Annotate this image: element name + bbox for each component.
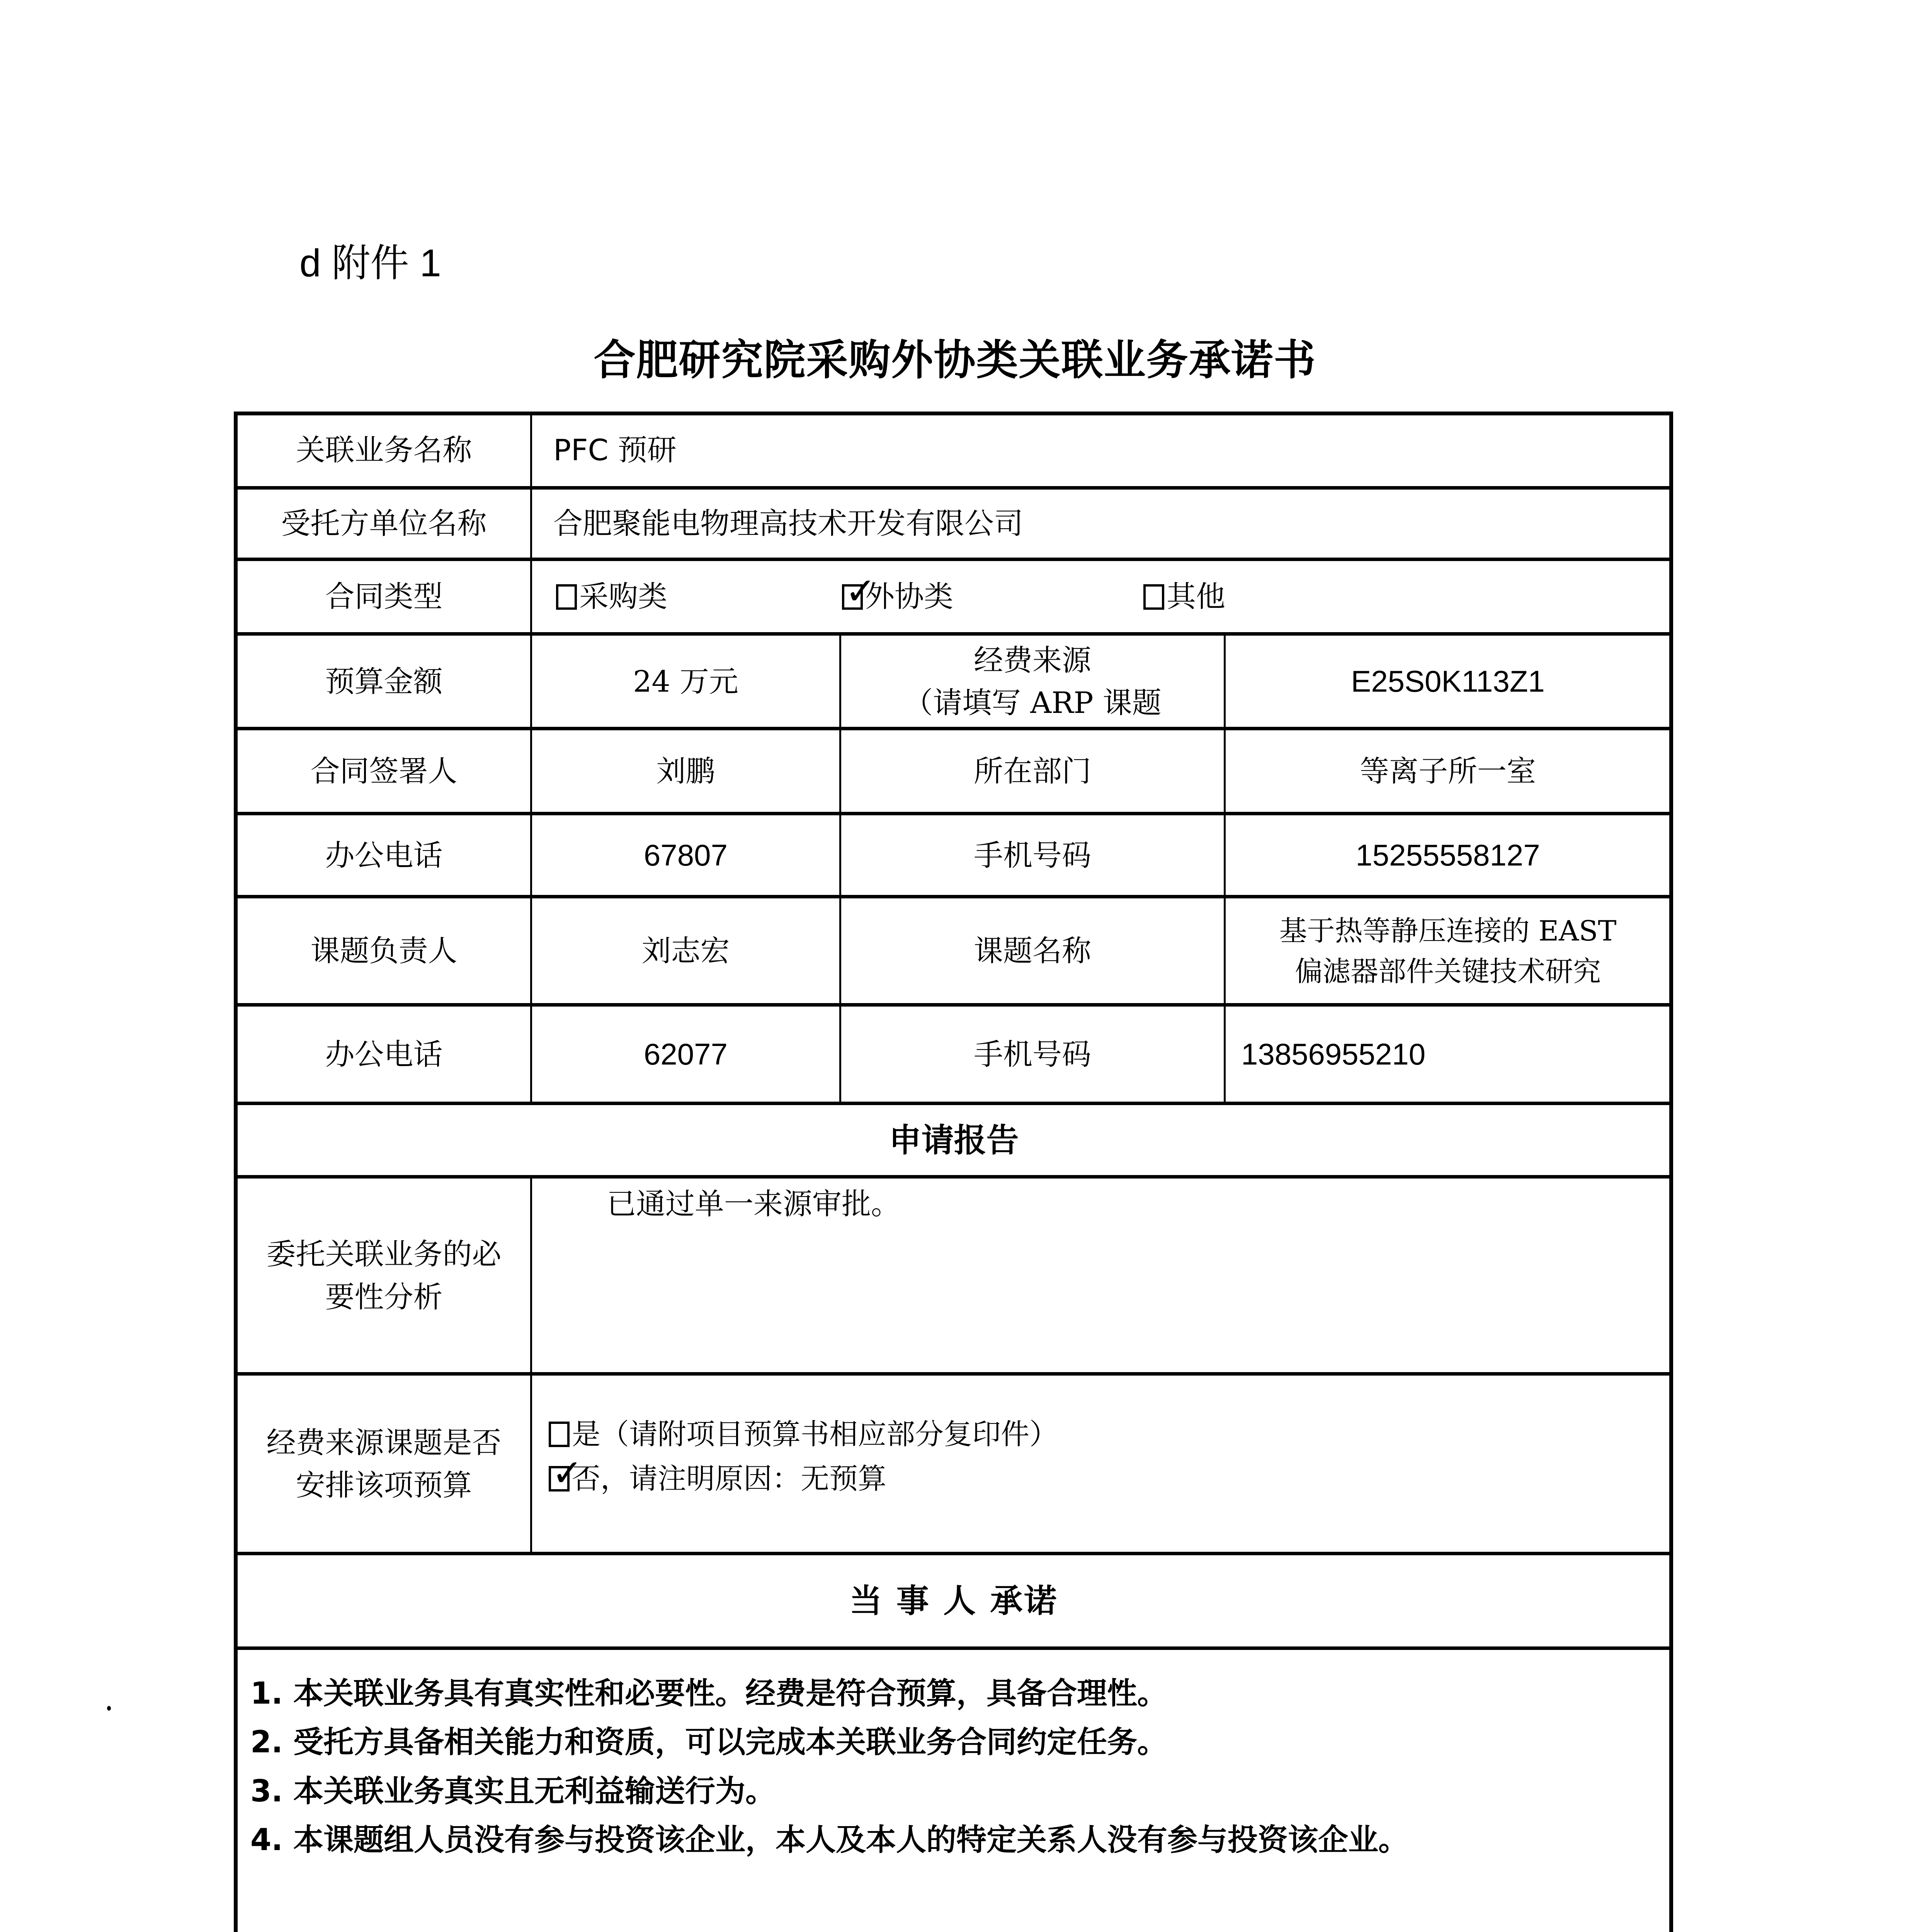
option-label: 采购类 bbox=[579, 579, 667, 614]
department-value: 等离子所一室 bbox=[1360, 754, 1536, 789]
checkbox-procurement[interactable] bbox=[556, 584, 577, 610]
column-divider bbox=[530, 1177, 532, 1553]
checkbox-other[interactable] bbox=[1143, 584, 1164, 610]
document-title: 合肥研究院采购外协类关联业务承诺书 bbox=[594, 336, 1316, 384]
option-yes-label: 是（请附项目预算书相应部分复印件） bbox=[572, 1418, 1058, 1451]
necessity-label-line2: 要性分析 bbox=[325, 1279, 443, 1314]
contract-type-label: 合同类型 bbox=[325, 579, 443, 614]
project-leader-label: 课题负责人 bbox=[310, 934, 458, 968]
option-other[interactable] bbox=[1143, 575, 1225, 618]
fund-source-value: E25S0K113Z1 bbox=[1351, 664, 1545, 699]
necessity-label-line1: 委托关联业务的必 bbox=[266, 1237, 502, 1272]
option-procurement[interactable] bbox=[556, 575, 842, 618]
option-label: 其他 bbox=[1167, 579, 1225, 614]
checkbox-outsourcing[interactable] bbox=[842, 569, 876, 613]
option-outsourcing[interactable] bbox=[842, 569, 1143, 618]
checkbox-yes[interactable] bbox=[549, 1422, 570, 1447]
budget-arranged-label bbox=[238, 1376, 530, 1553]
option-yes[interactable] bbox=[549, 1412, 1058, 1457]
commitment-item: 1. 本关联业务具有真实性和必要性。经费是符合预算，具备合理性。 bbox=[250, 1676, 1168, 1711]
option-label: 外协类 bbox=[865, 579, 953, 614]
fund-source-label bbox=[841, 636, 1224, 728]
commitment-list bbox=[250, 1669, 1408, 1864]
signer-office-phone-label: 办公电话 bbox=[325, 838, 443, 872]
project-name-value bbox=[1226, 898, 1670, 1004]
department-label: 所在部门 bbox=[974, 754, 1091, 789]
business-name-label: 关联业务名称 bbox=[296, 432, 472, 467]
attachment-label: d 附件 1 bbox=[299, 242, 441, 285]
commitment-item: 4. 本课题组人员没有参与投资该企业，本人及本人的特定关系人没有参与投资该企业。 bbox=[250, 1823, 1409, 1858]
budget-label: 预算金额 bbox=[325, 664, 443, 699]
budget-arranged-label-line1: 经费来源课题是否 bbox=[266, 1425, 502, 1460]
project-name-label: 课题名称 bbox=[974, 934, 1091, 968]
project-name-line2: 偏滤器部件关键技术研究 bbox=[1294, 955, 1601, 988]
budget-value: 24 万元 bbox=[633, 664, 738, 699]
necessity-value: 已通过单一来源审批。 bbox=[607, 1187, 900, 1221]
checkmark-icon: ✓ bbox=[845, 569, 876, 613]
leader-office-phone-label: 办公电话 bbox=[325, 1037, 443, 1071]
leader-mobile-label: 手机号码 bbox=[974, 1037, 1091, 1071]
signer-office-phone-value: 67807 bbox=[644, 838, 728, 872]
application-report-heading: 申请报告 bbox=[889, 1121, 1019, 1159]
fund-source-label-line1: 经费来源 bbox=[974, 643, 1091, 677]
leader-mobile-value: 13856955210 bbox=[1241, 1037, 1426, 1071]
contract-type-options bbox=[532, 560, 1670, 633]
commitment-item: 2. 受托方具备相关能力和资质，可以完成本关联业务合同约定任务。 bbox=[250, 1725, 1168, 1760]
scan-speck bbox=[107, 1706, 111, 1711]
project-leader-value: 刘志宏 bbox=[641, 934, 730, 968]
project-name-line1: 基于热等静压连接的 EAST bbox=[1279, 915, 1617, 947]
commitment-heading: 当 事 人 承诺 bbox=[849, 1582, 1058, 1620]
commitment-item: 3. 本关联业务真实且无利益输送行为。 bbox=[250, 1774, 776, 1809]
signer-mobile-value: 15255558127 bbox=[1356, 838, 1540, 872]
budget-arranged-options bbox=[549, 1412, 1058, 1501]
checkmark-icon: ✓ bbox=[552, 1451, 583, 1495]
fund-source-label-line2: （请填写 ARP 课题 bbox=[903, 685, 1162, 720]
leader-office-phone-value: 62077 bbox=[644, 1037, 728, 1071]
signer-label: 合同签署人 bbox=[310, 754, 458, 789]
signer-mobile-label: 手机号码 bbox=[974, 838, 1091, 872]
entrusted-unit-value: 合肥聚能电物理高技术开发有限公司 bbox=[553, 506, 1023, 541]
entrusted-unit-label: 受托方单位名称 bbox=[281, 506, 487, 541]
option-no[interactable] bbox=[549, 1451, 1058, 1501]
signer-value: 刘鹏 bbox=[656, 754, 715, 789]
necessity-label bbox=[238, 1179, 530, 1373]
budget-arranged-label-line2: 安排该项预算 bbox=[296, 1468, 472, 1502]
checkbox-no[interactable] bbox=[549, 1451, 583, 1495]
option-no-label: 否，请注明原因：无预算 bbox=[572, 1462, 886, 1495]
business-name-value: PFC 预研 bbox=[553, 432, 677, 467]
